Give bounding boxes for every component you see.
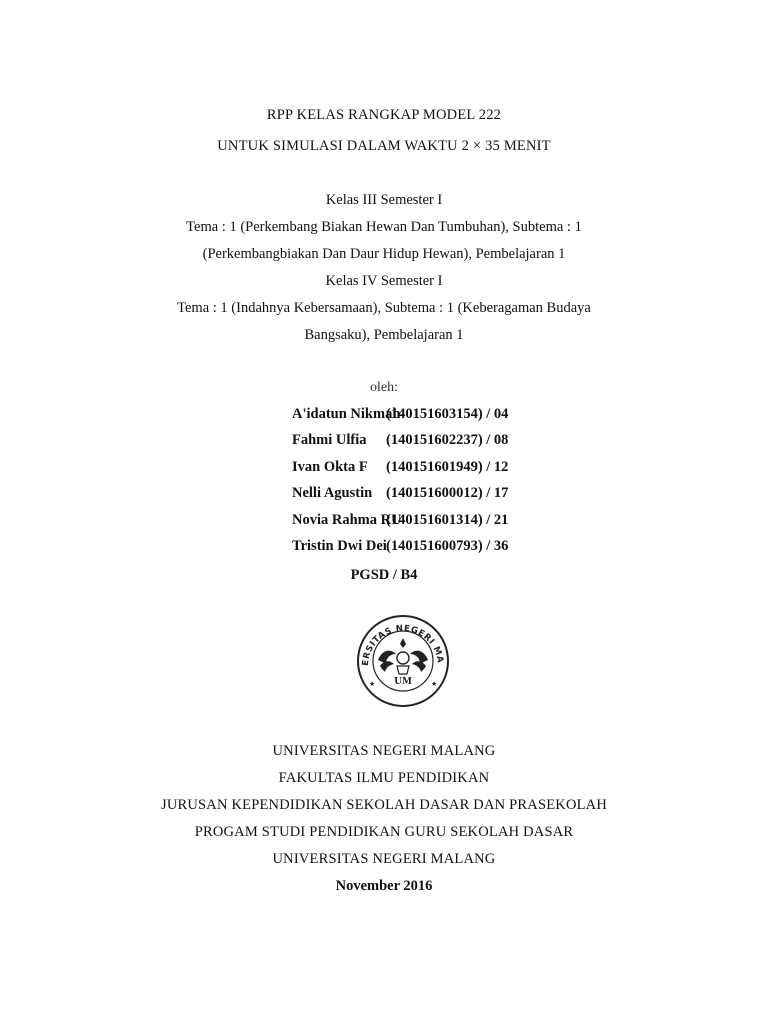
member-row (292, 511, 592, 537)
member-id: (140151602237) / 08 (386, 432, 509, 449)
member-id: (140151603154) / 04 (386, 406, 509, 422)
document-date: November 2016 (335, 878, 433, 894)
group-label: PGSD / B4 (350, 567, 418, 583)
class3-theme-line2: (Perkembangbiakan Dan Daur Hidup Hewan), Pembelajaran 1 (202, 246, 566, 262)
member-name: Ivan Okta F (292, 458, 368, 475)
member-name: Nelli Agustin (292, 485, 373, 502)
university-seal-icon (356, 614, 450, 708)
institution-program: PROGAM STUDI PENDIDIKAN GURU SEKOLAH DASAR (194, 824, 574, 840)
institution-university: UNIVERSITAS NEGERI MALANG (272, 743, 496, 759)
seal-text: ERSITAS NEGERI MA (360, 623, 445, 667)
member-row (292, 431, 592, 457)
institution-department: JURUSAN KEPENDIDIKAN SEKOLAH DASAR DAN PRASEKOLAH (160, 797, 608, 813)
member-list (292, 405, 592, 563)
institution-university-repeat: UNIVERSITAS NEGERI MALANG (272, 851, 496, 867)
member-id: (140151601949) / 12 (386, 458, 509, 475)
member-id: (140151600793) / 36 (386, 537, 509, 554)
class4-theme-line1: Tema : 1 (Indahnya Kebersamaan), Subtema : 1 (Keberagaman Budaya (177, 300, 591, 316)
svg-text:★: ★ (369, 680, 376, 688)
member-row (292, 405, 592, 431)
institution-faculty: FAKULTAS ILMU PENDIDIKAN (278, 770, 490, 786)
class4-heading: Kelas IV Semester I (325, 273, 443, 289)
svg-text:UNIVERSITAS NEGERI MALANG (356, 614, 445, 666)
member-name: Novia Rahma RU (292, 511, 402, 528)
class3-theme-line1: Tema : 1 (Perkembang Biakan Hewan Dan Tumbuhan), Subtema : 1 (186, 219, 582, 235)
member-row (292, 484, 592, 510)
svg-text:★: ★ (431, 680, 438, 688)
member-row (292, 537, 592, 563)
member-name: Fahmi Ulfia (292, 432, 367, 449)
document-subtitle: UNTUK SIMULASI DALAM WAKTU 2 × 35 MENIT (217, 138, 551, 154)
member-id: (140151601314) / 21 (386, 511, 509, 528)
seal-monogram: UM (394, 677, 412, 687)
document-title: RPP KELAS RANGKAP MODEL 222 (266, 107, 502, 123)
member-name: Tristin Dwi Dei (292, 537, 387, 554)
member-name: A'idatun Nikmah (292, 406, 401, 422)
class3-heading: Kelas III Semester I (325, 192, 443, 208)
by-label: oleh: (370, 380, 398, 395)
member-row (292, 458, 592, 484)
class4-theme-line2: Bangsaku), Pembelajaran 1 (304, 327, 464, 343)
member-id: (140151600012) / 17 (386, 485, 509, 502)
